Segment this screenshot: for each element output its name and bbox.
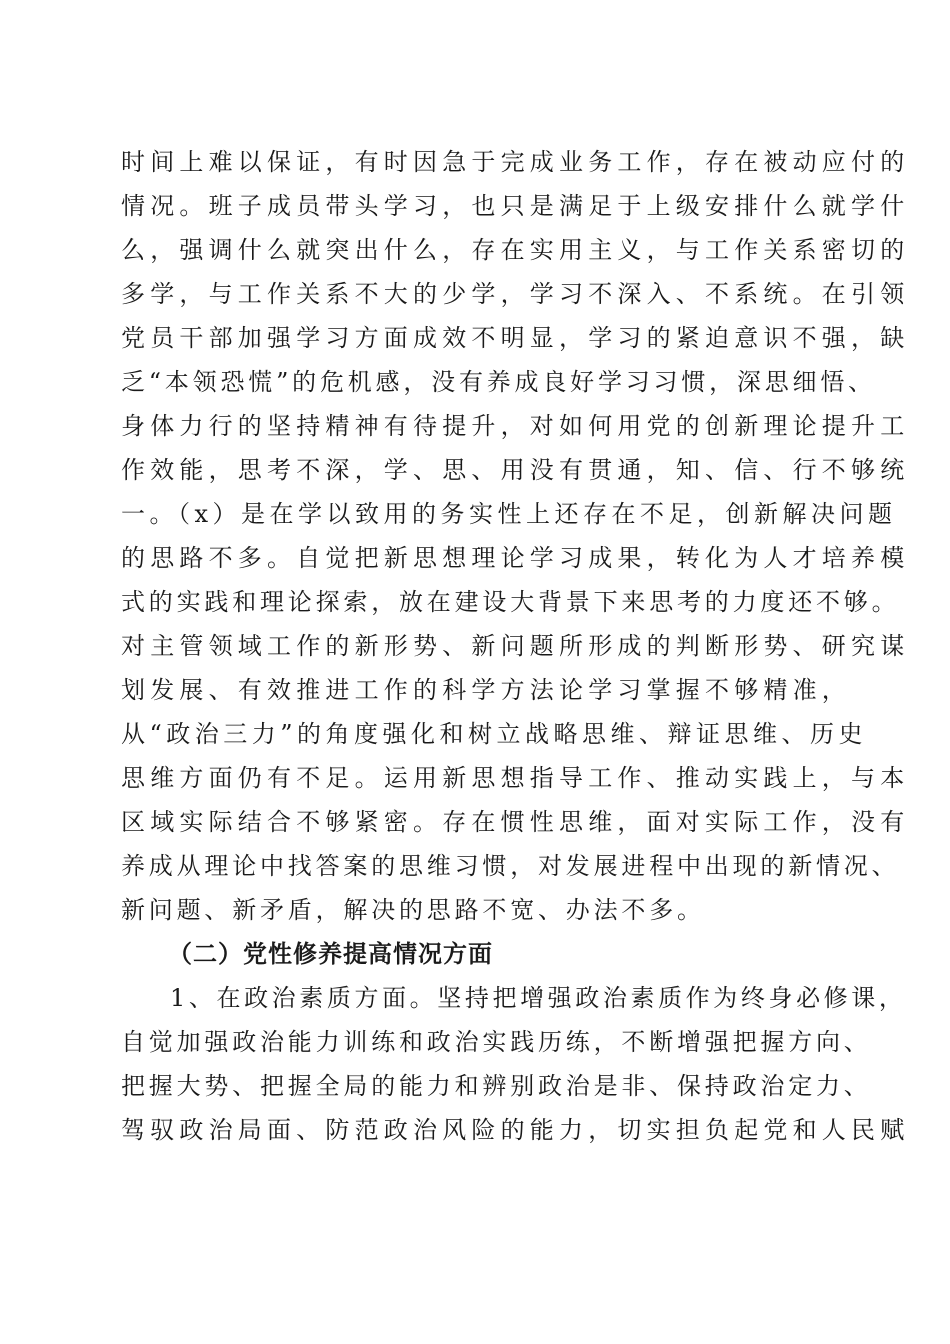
body-line: 的思路不多。自觉把新思想理论学习成果，转化为人才培养模 <box>121 544 910 572</box>
section-heading: （二）党性修养提高情况方面 <box>168 940 493 968</box>
body-line: 党员干部加强学习方面成效不明显，学习的紧迫意识不强，缺 <box>121 324 910 352</box>
body-line: 时间上难以保证，有时因急于完成业务工作，存在被动应付的 <box>121 148 910 176</box>
body-line: 从“政治三力”的角度强化和树立战略思维、辩证思维、历史 <box>121 720 868 748</box>
body-line: 养成从理论中找答案的思维习惯，对发展进程中出现的新情况、 <box>121 852 900 880</box>
body-line: 把握大势、把握全局的能力和辨别政治是非、保持政治定力、 <box>121 1072 872 1100</box>
body-line: 1、在政治素质方面。坚持把增强政治素质作为终身必修课， <box>170 984 907 1012</box>
body-line: 区域实际结合不够紧密。存在惯性思维，面对实际工作，没有 <box>121 808 910 836</box>
body-line: 自觉加强政治能力训练和政治实践历练，不断增强把握方向、 <box>121 1028 872 1056</box>
body-line: 新问题、新矛盾，解决的思路不宽、办法不多。 <box>121 896 705 924</box>
body-line: 身体力行的坚持精神有待提升，对如何用党的创新理论提升工 <box>121 412 910 440</box>
body-line: 乏“本领恐慌”的危机感，没有养成良好学习习惯，深思细悟、 <box>121 368 876 396</box>
body-line: 作效能，思考不深，学、思、用没有贯通，知、信、行不够统 <box>121 456 910 484</box>
body-line: 一。（x）是在学以致用的务实性上还存在不足，创新解决问题 <box>121 500 897 528</box>
body-line: 对主管领域工作的新形势、新问题所形成的判断形势、研究谋 <box>121 632 910 660</box>
body-line: 多学，与工作关系不大的少学，学习不深入、不系统。在引领 <box>121 280 910 308</box>
body-line: 驾驭政治局面、防范政治风险的能力，切实担负起党和人民赋 <box>121 1116 910 1144</box>
body-line: 式的实践和理论探索，放在建设大背景下来思考的力度还不够。 <box>121 588 900 616</box>
body-line: 思维方面仍有不足。运用新思想指导工作、推动实践上，与本 <box>121 764 910 792</box>
body-line: 划发展、有效推进工作的科学方法论学习掌握不够精准， <box>121 676 851 704</box>
body-line: 情况。班子成员带头学习，也只是满足于上级安排什么就学什 <box>121 192 910 220</box>
body-line: 么，强调什么就突出什么，存在实用主义，与工作关系密切的 <box>121 236 910 264</box>
